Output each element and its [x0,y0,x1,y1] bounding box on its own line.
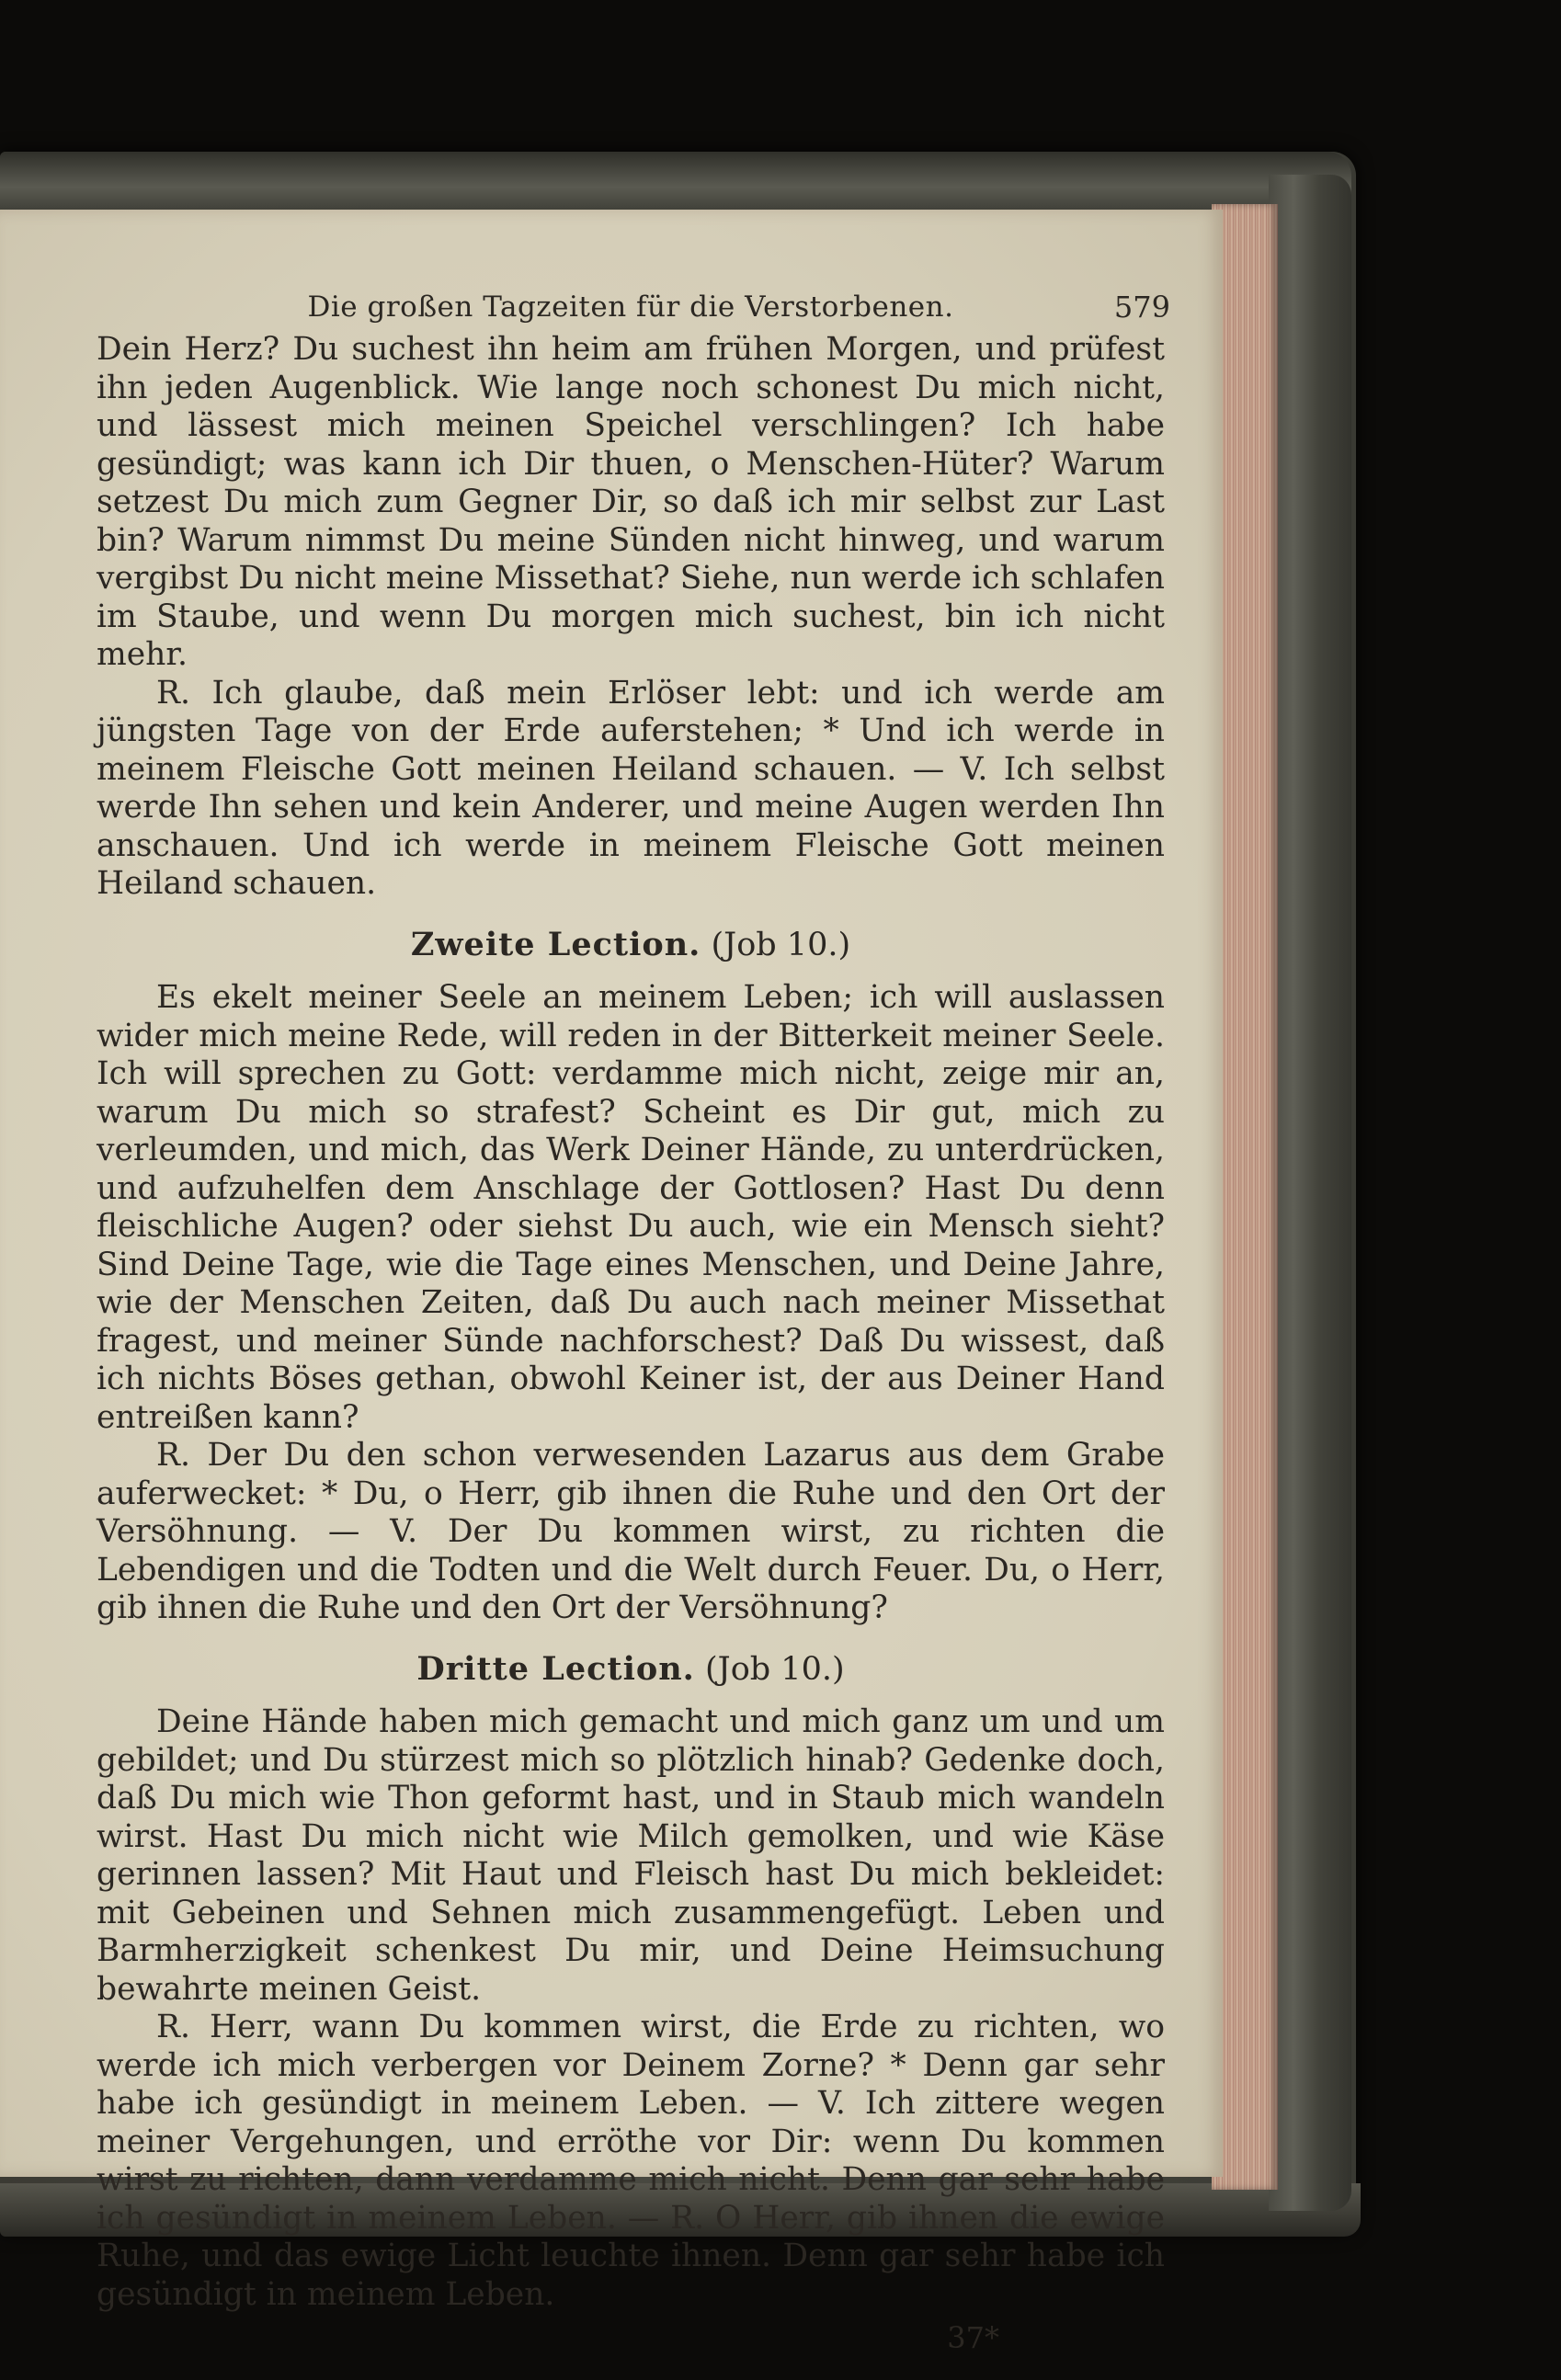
lesson-paragraph-continued: Dein Herz? Du suchest ihn heim am frühen Morgen, und prüfest ihn jeden Augenblick. Wie lange noch schonest Du mich nicht, und lässest mich meinen Speichel verschlingen? Ich habe gesündigt; was kann ich Dir thuen, o Menschen-Hüter? Warum setzest Du mich zum Gegner Dir, so daß ich mir selbst zur Last bin? Warum nimmst Du meine Sünden nicht hinweg, und warum vergibst Du nicht meine Missethat? Siehe, nun werde ich schlafen im Staube, und wenn Du morgen mich suchest, bin ich nicht mehr. [97,331,1165,673]
responsory-3: R. Herr, wann Du kommen wirst, die Erde zu richten, wo werde ich mich verbergen vor Deinem Zorne? * Denn gar sehr habe ich gesündigt in meinem Leben. — V. Ich zittere wegen meiner Vergehungen, und erröthe vor Dir: wenn Du kommen wirst zu richten, dann verdamme mich nicht. Denn gar sehr habe ich gesündigt in meinem Leben. — R. O Herr, gib ihnen die ewige Ruhe, und das ewige Licht leuchte ihnen. Denn gar sehr habe ich gesündigt in meinem Leben. [97,2009,1165,2313]
responsory-2: R. Der Du den schon verwesenden Lazarus aus dem Grabe auferwecket: * Du, o Herr, gib ihnen die Ruhe und den Ort der Versöhnung. — V. Der Du kommen wirst, zu richten die Lebendigen und die Todten und die Welt durch Feuer. Du, o Herr, gib ihnen die Ruhe und den Ort der Versöhnung? [97,1437,1165,1626]
lesson-heading-3 [97,1650,1165,1690]
book-fore-edge [1269,175,1351,2211]
responsory-1: R. Ich glaube, daß mein Erlöser lebt: und ich werde am jüngsten Tage von der Erde auferstehen; * Und ich werde in meinem Fleische Gott meinen Heiland schauen. — V. Ich selbst werde Ihn sehen und kein Anderer, und meine Augen werden Ihn anschauen. Und ich werde in meinem Fleische Gott meinen Heiland schauen. [97,674,1165,902]
page-text-block [97,283,1170,2358]
running-title: Die großen Tagzeiten für die Verstorbenen. [307,290,954,324]
signature-mark: 37* [947,2320,999,2355]
lesson-heading-3-reference: (Job 10.) [705,1650,845,1688]
book-cover-top-edge [0,152,1351,216]
lesson-3-paragraph: Deine Hände haben mich gemacht und mich ganz um und um gebildet; und Du stürzest mich so plötzlich hinab? Gedenke doch, daß Du mich wie Thon geformt hast, und in Staub mich wandeln wirst. Hast Du mich nicht wie Milch gemolken, und wie Käse gerinnen lassen? Mit Haut und Fleisch hast Du mich bekleidet: mit Gebeinen und Sehnen mich zusammengefügt. Leben und Barmherzigkeit schenkest Du mir, und Deine Heimsuchung bewahrte meinen Geist. [97,1703,1165,2008]
lesson-heading-3-title: Dritte Lection. [416,1649,695,1688]
page-number: 579 [1113,290,1170,325]
running-head [97,283,1170,331]
lesson-heading-2-reference: (Job 10.) [711,926,851,963]
lesson-2-paragraph: Es ekelt meiner Seele an meinem Leben; ich will auslassen wider mich meine Rede, will reden in der Bitterkeit meiner Seele. Ich will sprechen zu Gott: verdamme mich nicht, zeige mir an, warum Du mich so strafest? Scheint es Dir gut, mich zu verleumden, und mich, das Werk Deiner Hände, zu unterdrücken, und aufzuhelfen dem Anschlage der Gottlosen? Hast Du denn fleischliche Augen? oder siehst Du auch, wie ein Mensch sieht? Sind Deine Tage, wie die Tage eines Menschen, und Deine Jahre, wie der Menschen Zeiten, daß Du auch nach meiner Missethat fragest, und meiner Sünde nachforschest? Daß Du wissest, daß ich nichts Böses gethan, obwohl Keiner ist, der aus Deiner Hand entreißen kann? [97,979,1165,1436]
book-page [0,210,1223,2355]
lesson-heading-2 [97,926,1165,965]
lesson-heading-2-title: Zweite Lection. [410,925,701,963]
